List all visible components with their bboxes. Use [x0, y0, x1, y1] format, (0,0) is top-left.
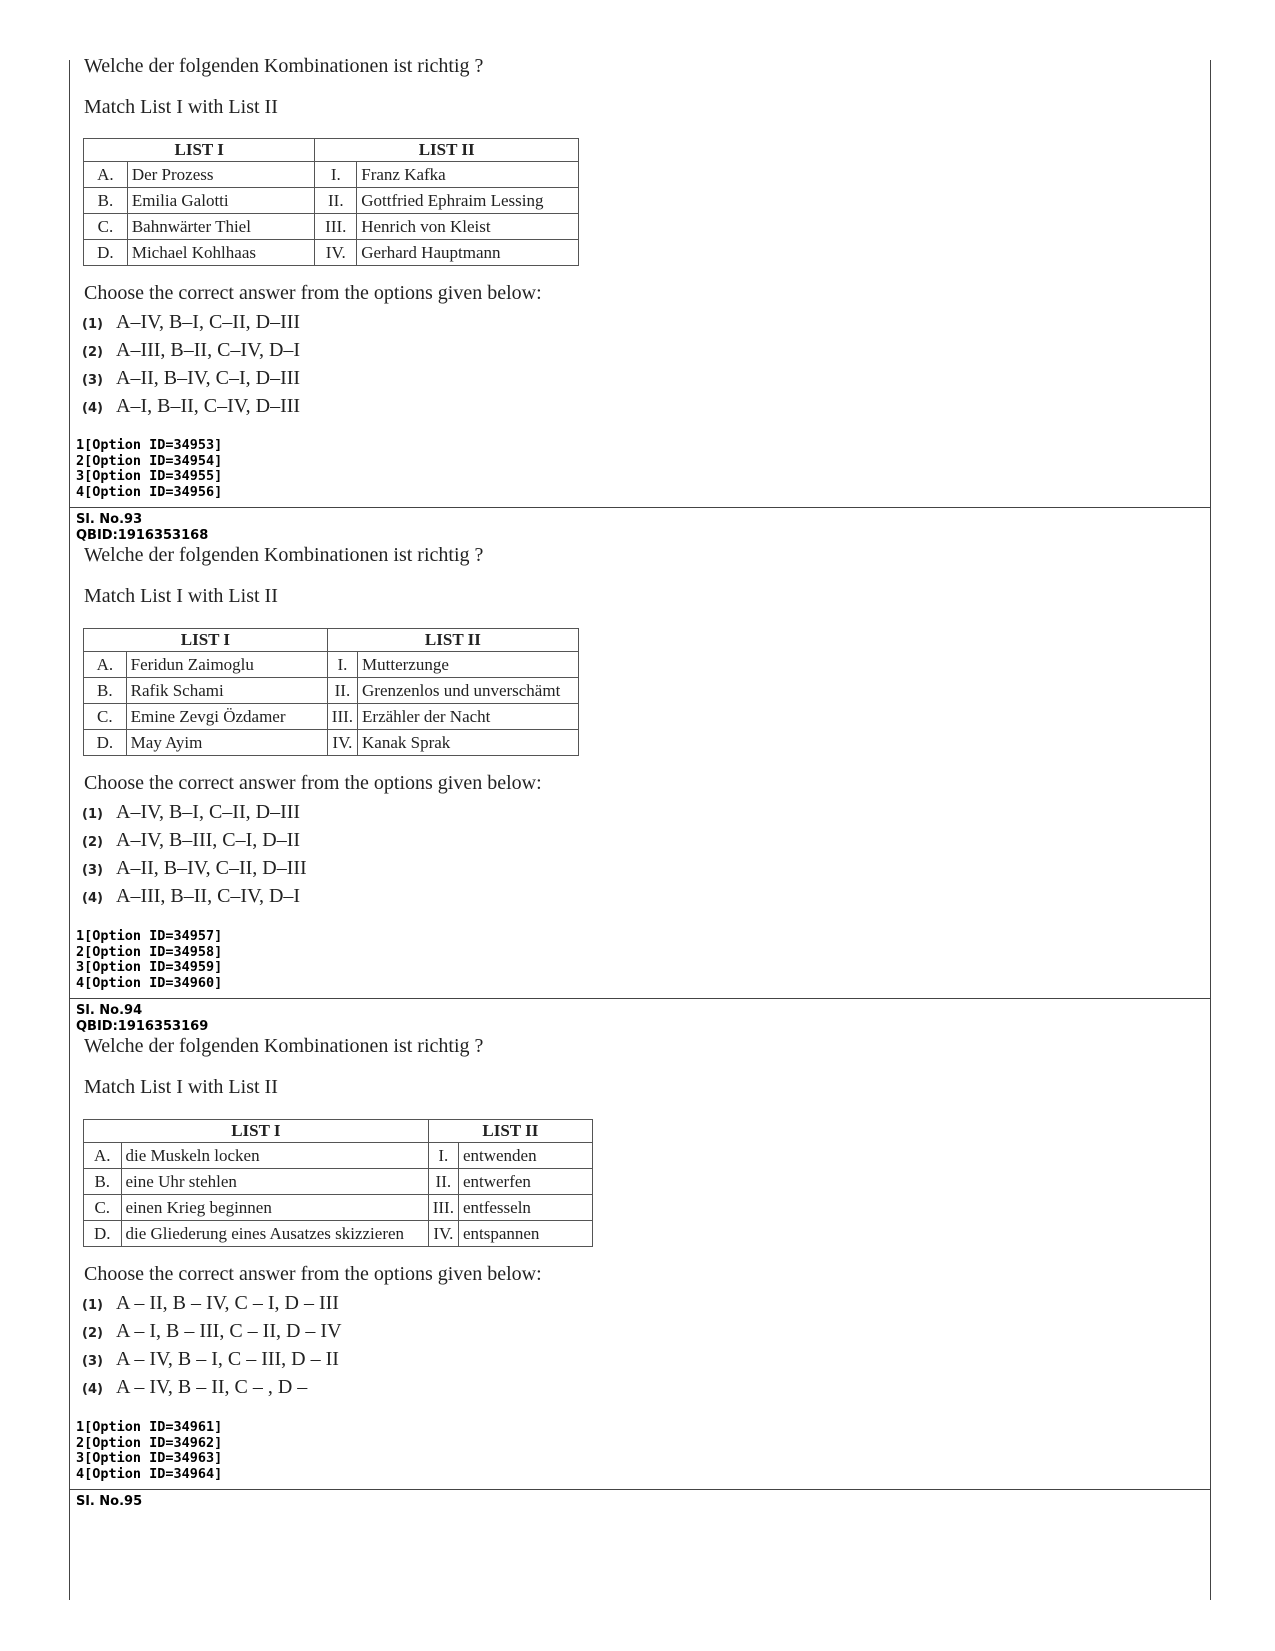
choose-instruction: Choose the correct answer from the options given below: — [84, 1263, 542, 1285]
option-number: (3) — [82, 373, 103, 388]
option-text: A–III, B–II, C–IV, D–I — [116, 885, 301, 907]
option-number: (3) — [82, 863, 103, 878]
option-text: A–I, B–II, C–IV, D–III — [116, 395, 301, 417]
list2-item: entspannen — [458, 1221, 592, 1247]
list1-header: LIST I — [84, 1120, 429, 1143]
row-numeral: II. — [428, 1169, 458, 1195]
list1-item: Feridun Zaimoglu — [126, 652, 327, 678]
option-id-list — [76, 929, 222, 991]
option-id: 3[Option ID=34955] — [76, 468, 223, 484]
match-instruction: Match List I with List II — [84, 1076, 278, 1098]
list2-item: Erzähler der Nacht — [358, 704, 579, 730]
list2-header: LIST II — [327, 629, 578, 652]
option-number: (2) — [82, 1326, 103, 1341]
match-instruction: Match List I with List II — [84, 96, 278, 118]
option-text: A – II, B – IV, C – I, D – III — [116, 1292, 339, 1314]
option-id: 4[Option ID=34964] — [76, 1465, 223, 1482]
list2-item: Mutterzunge — [358, 652, 579, 678]
table-row — [84, 1143, 593, 1169]
question-frame — [69, 55, 1211, 1600]
option-number: (1) — [82, 1298, 103, 1313]
option-id-list — [76, 438, 222, 500]
row-letter: C. — [84, 704, 127, 730]
answer-option[interactable] — [82, 857, 307, 880]
row-letter: A. — [84, 652, 127, 678]
list2-item: entwerfen — [458, 1169, 592, 1195]
option-id: 2[Option ID=34962] — [76, 1434, 223, 1451]
table-row — [84, 730, 579, 756]
option-id: 1[Option ID=34961] — [76, 1419, 223, 1435]
option-id-list — [76, 1420, 222, 1482]
answer-option[interactable] — [82, 1292, 339, 1315]
table-header-row — [84, 139, 579, 162]
list1-item: Bahnwärter Thiel — [127, 214, 315, 240]
table-row — [84, 162, 579, 188]
list2-item: Grenzenlos und unverschämt — [358, 678, 579, 704]
option-text: A–II, B–IV, C–I, D–III — [116, 367, 301, 389]
answer-option[interactable] — [82, 367, 300, 390]
serial-number: Sl. No.95 — [76, 1494, 143, 1509]
table-row — [84, 1169, 593, 1195]
choose-instruction: Choose the correct answer from the options given below: — [84, 772, 542, 794]
list1-item: Rafik Schami — [126, 678, 327, 704]
option-text: A–IV, B–I, C–II, D–III — [116, 801, 301, 823]
list2-item: Gottfried Ephraim Lessing — [357, 188, 579, 214]
match-table — [83, 138, 579, 266]
table-header-row — [84, 1120, 593, 1143]
list1-item: eine Uhr stehlen — [121, 1169, 428, 1195]
option-number: (4) — [82, 891, 103, 906]
option-text: A–IV, B–III, C–I, D–II — [116, 829, 301, 851]
option-text: A – IV, B – I, C – III, D – II — [116, 1348, 339, 1370]
option-number: (2) — [82, 345, 103, 360]
option-text: A – I, B – III, C – II, D – IV — [116, 1320, 342, 1342]
list1-item: Der Prozess — [127, 162, 315, 188]
row-numeral: I. — [327, 652, 357, 678]
row-letter: D. — [84, 730, 127, 756]
answer-option[interactable] — [82, 311, 300, 334]
list1-header: LIST I — [84, 139, 315, 162]
row-letter: B. — [84, 188, 128, 214]
answer-option[interactable] — [82, 885, 300, 908]
list1-item: Emilia Galotti — [127, 188, 315, 214]
row-letter: A. — [84, 1143, 122, 1169]
match-instruction: Match List I with List II — [84, 585, 278, 607]
list1-item: Michael Kohlhaas — [127, 240, 315, 266]
option-id: 4[Option ID=34960] — [76, 974, 223, 991]
option-id: 3[Option ID=34963] — [76, 1450, 223, 1466]
option-number: (1) — [82, 807, 103, 822]
list2-item: Gerhard Hauptmann — [357, 240, 579, 266]
question-prompt: Welche der folgenden Kombinationen ist richtig ? — [84, 55, 484, 77]
option-text: A – IV, B – II, C – , D – — [116, 1376, 308, 1398]
row-numeral: I. — [315, 162, 357, 188]
row-numeral: III. — [428, 1195, 458, 1221]
row-letter: B. — [84, 1169, 122, 1195]
list1-item: May Ayim — [126, 730, 327, 756]
list2-item: entfesseln — [458, 1195, 592, 1221]
answer-option[interactable] — [82, 1348, 339, 1371]
option-text: A–II, B–IV, C–II, D–III — [116, 857, 307, 879]
answer-option[interactable] — [82, 395, 300, 418]
list2-item: Henrich von Kleist — [357, 214, 579, 240]
row-numeral: II. — [315, 188, 357, 214]
list2-item: entwenden — [458, 1143, 592, 1169]
option-id: 4[Option ID=34956] — [76, 483, 223, 500]
option-id: 2[Option ID=34954] — [76, 452, 223, 469]
answer-option[interactable] — [82, 1320, 342, 1343]
answer-option[interactable] — [82, 829, 300, 852]
serial-number: Sl. No.93 — [76, 512, 143, 527]
table-row — [84, 678, 579, 704]
row-letter: B. — [84, 678, 127, 704]
option-id: 3[Option ID=34959] — [76, 959, 223, 975]
option-number: (4) — [82, 1382, 103, 1397]
answer-option[interactable] — [82, 1376, 307, 1399]
list1-item: die Gliederung eines Ausatzes skizzieren — [121, 1221, 428, 1247]
option-text: A–IV, B–I, C–II, D–III — [116, 311, 301, 333]
row-numeral: IV. — [428, 1221, 458, 1247]
row-letter: A. — [84, 162, 128, 188]
row-letter: C. — [84, 1195, 122, 1221]
table-row — [84, 652, 579, 678]
row-numeral: IV. — [315, 240, 357, 266]
table-header-row — [84, 629, 579, 652]
match-table — [83, 1119, 593, 1247]
row-letter: D. — [84, 240, 128, 266]
list1-item: Emine Zevgi Özdamer — [126, 704, 327, 730]
option-id: 1[Option ID=34957] — [76, 928, 223, 944]
list2-item: Franz Kafka — [357, 162, 579, 188]
list1-item: einen Krieg beginnen — [121, 1195, 428, 1221]
qbid: QBID:1916353169 — [76, 1019, 209, 1034]
option-number: (3) — [82, 1354, 103, 1369]
choose-instruction: Choose the correct answer from the options given below: — [84, 282, 542, 304]
row-numeral: III. — [327, 704, 357, 730]
option-number: (1) — [82, 317, 103, 332]
row-numeral: III. — [315, 214, 357, 240]
list2-item: Kanak Sprak — [358, 730, 579, 756]
match-table — [83, 628, 579, 756]
answer-option[interactable] — [82, 801, 300, 824]
answer-option[interactable] — [82, 339, 300, 362]
row-letter: C. — [84, 214, 128, 240]
option-id: 1[Option ID=34953] — [76, 437, 223, 453]
row-numeral: II. — [327, 678, 357, 704]
table-row — [84, 704, 579, 730]
list2-header: LIST II — [428, 1120, 592, 1143]
list1-item: die Muskeln locken — [121, 1143, 428, 1169]
row-numeral: I. — [428, 1143, 458, 1169]
table-row — [84, 1195, 593, 1221]
row-letter: D. — [84, 1221, 122, 1247]
option-text: A–III, B–II, C–IV, D–I — [116, 339, 301, 361]
section-divider — [70, 507, 1210, 508]
row-numeral: IV. — [327, 730, 357, 756]
option-number: (2) — [82, 835, 103, 850]
option-id: 2[Option ID=34958] — [76, 943, 223, 960]
serial-number: Sl. No.94 — [76, 1003, 143, 1018]
list2-header: LIST II — [315, 139, 579, 162]
section-divider — [70, 1489, 1210, 1490]
table-row — [84, 188, 579, 214]
option-number: (4) — [82, 401, 103, 416]
question-prompt: Welche der folgenden Kombinationen ist richtig ? — [84, 1035, 484, 1057]
qbid: QBID:1916353168 — [76, 528, 209, 543]
table-row — [84, 1221, 593, 1247]
section-divider — [70, 998, 1210, 999]
list1-header: LIST I — [84, 629, 328, 652]
table-row — [84, 240, 579, 266]
table-row — [84, 214, 579, 240]
question-prompt: Welche der folgenden Kombinationen ist richtig ? — [84, 544, 484, 566]
